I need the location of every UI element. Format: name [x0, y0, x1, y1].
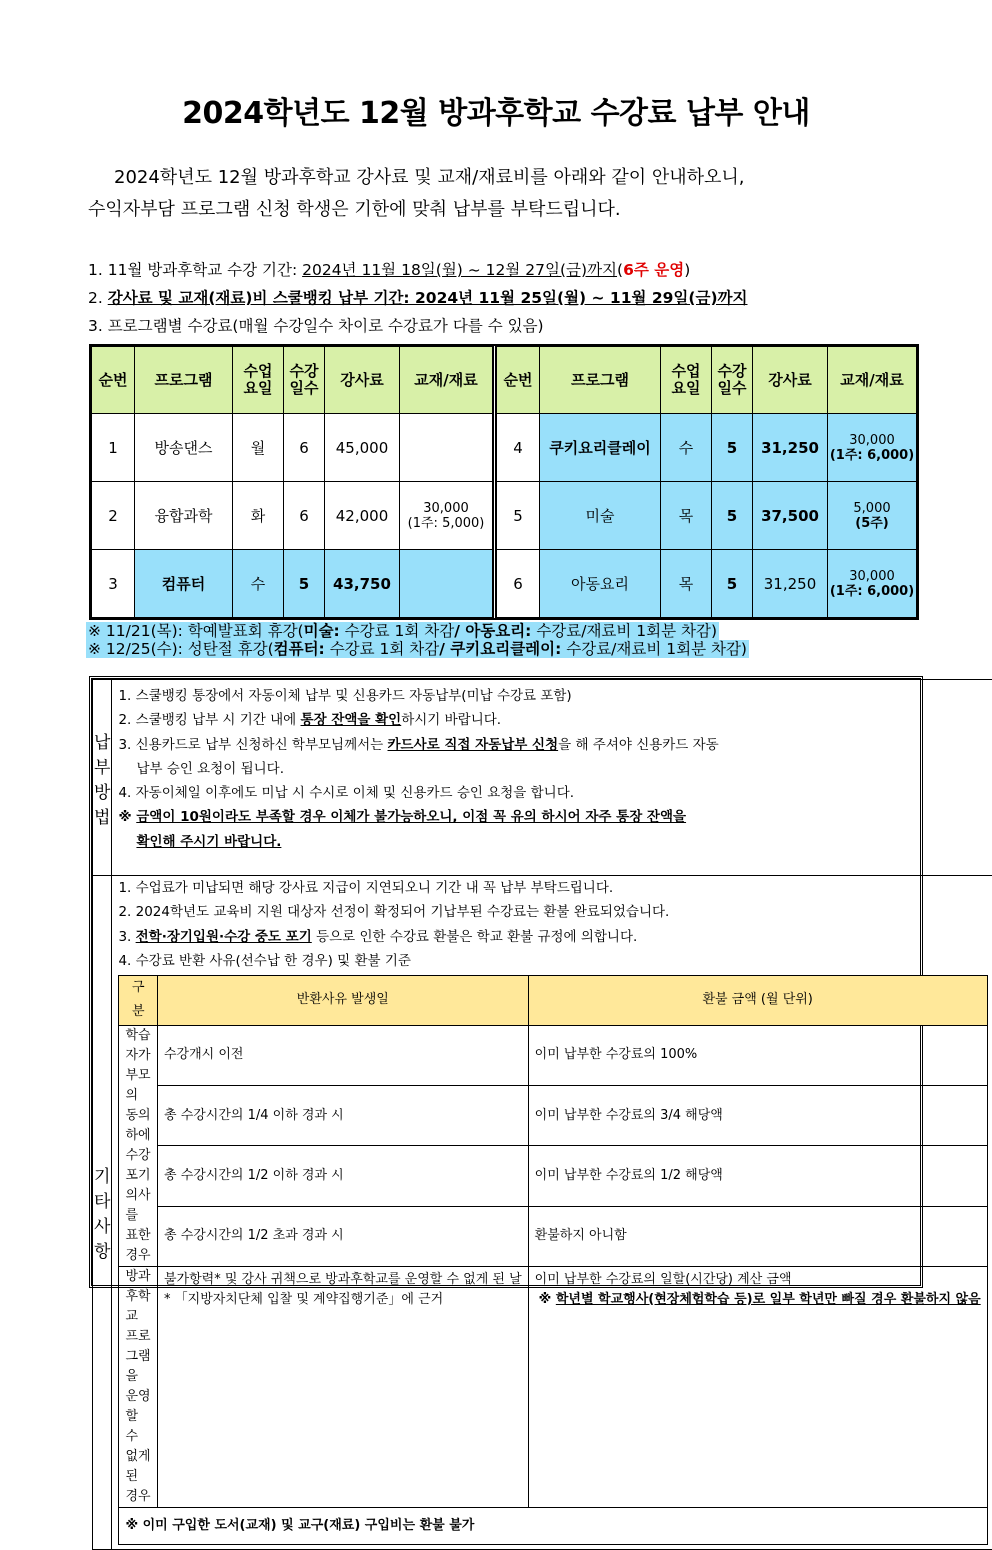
refund-row [119, 1086, 987, 1146]
payment-list [112, 680, 992, 876]
fee-header-row [92, 347, 493, 414]
cell-material [400, 550, 493, 618]
item-program-fees: 3. 프로그램별 수강료(매월 수강일수 차이로 수강료가 다를 수 있음) [88, 312, 908, 340]
fee-row [497, 550, 917, 618]
refund-header-category: 구 분 [119, 976, 158, 1026]
payment-item: 1. 스쿨뱅킹 통장에서 자동이체 납부 및 신용카드 자동납부(미납 수강료 포함) [118, 684, 987, 708]
refund-amount: 이미 납부한 수강료의 1/2 해당액 [528, 1146, 987, 1206]
refund-table [118, 975, 987, 1545]
cell-fee: 43,750 [325, 550, 400, 618]
cell-day: 수 [233, 550, 284, 618]
payment-item: 2. 스쿨뱅킹 납부 시 기간 내에 통장 잔액을 확인하시기 바랍니다. [118, 708, 987, 732]
other-item: 3. 전학·장기입원·수강 중도 포기 등으로 인한 수강료 환불은 학교 환불 규정에 의합니다. [118, 925, 987, 949]
cell-program: 미술 [540, 482, 661, 550]
fee-header-row [497, 347, 917, 414]
item-payment-period [88, 284, 908, 312]
item2-prefix: 2. [88, 289, 108, 307]
item1-paren: ( [617, 261, 623, 279]
header-fee: 강사료 [325, 347, 400, 414]
fee-table-right [496, 346, 917, 618]
cell-no: 6 [497, 550, 540, 618]
refund-category: 학습자가 부모의 동의하에 수강 포기 의사를 표한 경우 [119, 1025, 158, 1266]
cell-no: 5 [497, 482, 540, 550]
holiday-notes [86, 622, 749, 658]
cell-no: 3 [92, 550, 135, 618]
cell-day: 목 [661, 482, 712, 550]
payment-label: 납부방법 [93, 680, 112, 876]
payment-item-cont: 납부 승인 요청이 됩니다. [118, 757, 987, 781]
refund-category: 방과후학교 프로그램을 운영할 수 없게 된 경우 [119, 1266, 158, 1507]
cell-count: 5 [284, 550, 325, 618]
header-no: 순번 [497, 347, 540, 414]
cell-count: 6 [284, 482, 325, 550]
other-item: 1. 수업료가 미납되면 해당 강사료 지급이 지연되오니 기간 내 꼭 납부 부탁드립니다. [118, 876, 987, 900]
cell-day: 월 [233, 414, 284, 482]
payment-warning: ※ 금액이 10원이라도 부족할 경우 이체가 불가능하오니, 이점 꼭 유의 하시어 자주 통장 잔액을 [118, 805, 987, 829]
cell-day: 수 [661, 414, 712, 482]
cell-fee: 31,250 [753, 414, 828, 482]
intro-paragraph [88, 162, 918, 226]
cell-program: 융합과학 [135, 482, 233, 550]
header-count: 수강 일수 [284, 347, 325, 414]
page-title: 2024학년도 12월 방과후학교 수강료 납부 안내 [0, 88, 992, 132]
cell-count: 5 [712, 550, 753, 618]
cell-material: 30,000 (1주: 6,000) [828, 414, 917, 482]
item1-prefix: 1. 11월 방과후학교 수강 기간: [88, 261, 302, 279]
refund-reason: 총 수강시간의 1/2 이하 경과 시 [158, 1146, 529, 1206]
cell-program: 방송댄스 [135, 414, 233, 482]
header-program: 프로그램 [135, 347, 233, 414]
cell-fee: 31,250 [753, 550, 828, 618]
cell-day: 목 [661, 550, 712, 618]
payment-warning-cont: 확인해 주시기 바랍니다. [118, 830, 987, 854]
cell-day: 화 [233, 482, 284, 550]
cell-program: 아동요리 [540, 550, 661, 618]
cell-count: 5 [712, 482, 753, 550]
payment-section [93, 680, 992, 876]
header-material: 교재/재료 [828, 347, 917, 414]
cell-material: 30,000 (1주: 6,000) [828, 550, 917, 618]
refund-row [119, 1206, 987, 1266]
refund-row [119, 1146, 987, 1206]
other-label: 기타사항 [93, 876, 112, 1550]
other-list [112, 876, 992, 1550]
refund-header-row [119, 976, 987, 1026]
fee-row [92, 550, 493, 618]
refund-amount: 이미 납부한 수강료의 일할(시간당) 계산 금액 ※ 학년별 학교행사(현장체험학습 등)로 일부 학년만 빠질 경우 환불하지 않음 [528, 1266, 987, 1507]
item1-weeks: 6주 운영 [623, 261, 684, 279]
info-box [89, 676, 923, 1288]
payment-item: 3. 신용카드로 납부 신청하신 학부모님께서는 카드사로 직접 자동납부 신청을 해 주셔야 신용카드 자동 [118, 733, 987, 757]
cell-no: 4 [497, 414, 540, 482]
item1-period: 2024년 11월 18일(월) ~ 12월 27일(금)까지 [302, 261, 617, 279]
refund-reason: 총 수강시간의 1/4 이하 경과 시 [158, 1086, 529, 1146]
header-day: 수업 요일 [233, 347, 284, 414]
fee-row [92, 414, 493, 482]
item-course-period [88, 256, 908, 284]
header-program: 프로그램 [540, 347, 661, 414]
cell-no: 1 [92, 414, 135, 482]
header-fee: 강사료 [753, 347, 828, 414]
fee-table [89, 344, 919, 620]
cell-fee: 42,000 [325, 482, 400, 550]
item2-text: 강사료 및 교재(재료)비 스쿨뱅킹 납부 기간: 2024년 11월 25일(월) ~ 11월 29일(금)까지 [108, 289, 748, 307]
header-material: 교재/재료 [400, 347, 493, 414]
intro-line-1: 2024학년도 12월 방과후학교 강사료 및 교재/재료비를 아래와 같이 안내하오니, [88, 162, 918, 194]
fee-row [497, 482, 917, 550]
refund-header-amount: 환불 금액 (월 단위) [528, 976, 987, 1026]
item1-paren: ) [684, 261, 690, 279]
refund-amount: 환불하지 아니함 [528, 1206, 987, 1266]
fee-row [92, 482, 493, 550]
header-no: 순번 [92, 347, 135, 414]
refund-header-reason: 반환사유 발생일 [158, 976, 529, 1026]
header-day: 수업 요일 [661, 347, 712, 414]
note-1121: ※ 11/21(목): 학예발표회 휴강(미술: 수강료 1회 차감/ 아동요리: 수강료/재료비 1회분 차감) [86, 622, 719, 640]
refund-amount: 이미 납부한 수강료의 100% [528, 1025, 987, 1085]
refund-reason: 수강개시 이전 [158, 1025, 529, 1085]
refund-reason: 불가항력* 및 강사 귀책으로 방과후학교를 운영할 수 없게 된 날 * 「지방자치단체 입찰 및 계약집행기준」에 근거 [158, 1266, 529, 1507]
refund-footer-row [119, 1507, 987, 1544]
cell-no: 2 [92, 482, 135, 550]
cell-material [400, 414, 493, 482]
cell-count: 5 [712, 414, 753, 482]
cell-fee: 37,500 [753, 482, 828, 550]
cell-fee: 45,000 [325, 414, 400, 482]
refund-row [119, 1266, 987, 1507]
refund-footer: ※ 이미 구입한 도서(교재) 및 교구(재료) 구입비는 환불 불가 [119, 1507, 987, 1544]
other-item: 4. 수강료 반환 사유(선수납 한 경우) 및 환불 기준 [118, 949, 987, 973]
payment-item: 4. 자동이체일 이후에도 미납 시 수시로 이체 및 신용카드 승인 요청을 합니다. [118, 781, 987, 805]
note-1225: ※ 12/25(수): 성탄절 휴강(컴퓨터: 수강료 1회 차감/ 쿠키요리클레이: 수강료/재료비 1회분 차감) [86, 640, 749, 658]
cell-material: 30,000 (1주: 5,000) [400, 482, 493, 550]
refund-reason: 총 수강시간의 1/2 초과 경과 시 [158, 1206, 529, 1266]
cell-material: 5,000 (5주) [828, 482, 917, 550]
intro-line-2: 수익자부담 프로그램 신청 학생은 기한에 맞춰 납부를 부탁드립니다. [88, 194, 918, 226]
fee-table-left [91, 346, 496, 618]
refund-row [119, 1025, 987, 1085]
other-item: 2. 2024학년도 교육비 지원 대상자 선정이 확정되어 기납부된 수강료는 환불 완료되었습니다. [118, 900, 987, 924]
refund-amount: 이미 납부한 수강료의 3/4 해당액 [528, 1086, 987, 1146]
cell-program: 쿠키요리클레이 [540, 414, 661, 482]
cell-count: 6 [284, 414, 325, 482]
cell-program: 컴퓨터 [135, 550, 233, 618]
other-section [93, 876, 992, 1550]
header-count: 수강 일수 [712, 347, 753, 414]
info-items [88, 256, 908, 340]
fee-row [497, 414, 917, 482]
